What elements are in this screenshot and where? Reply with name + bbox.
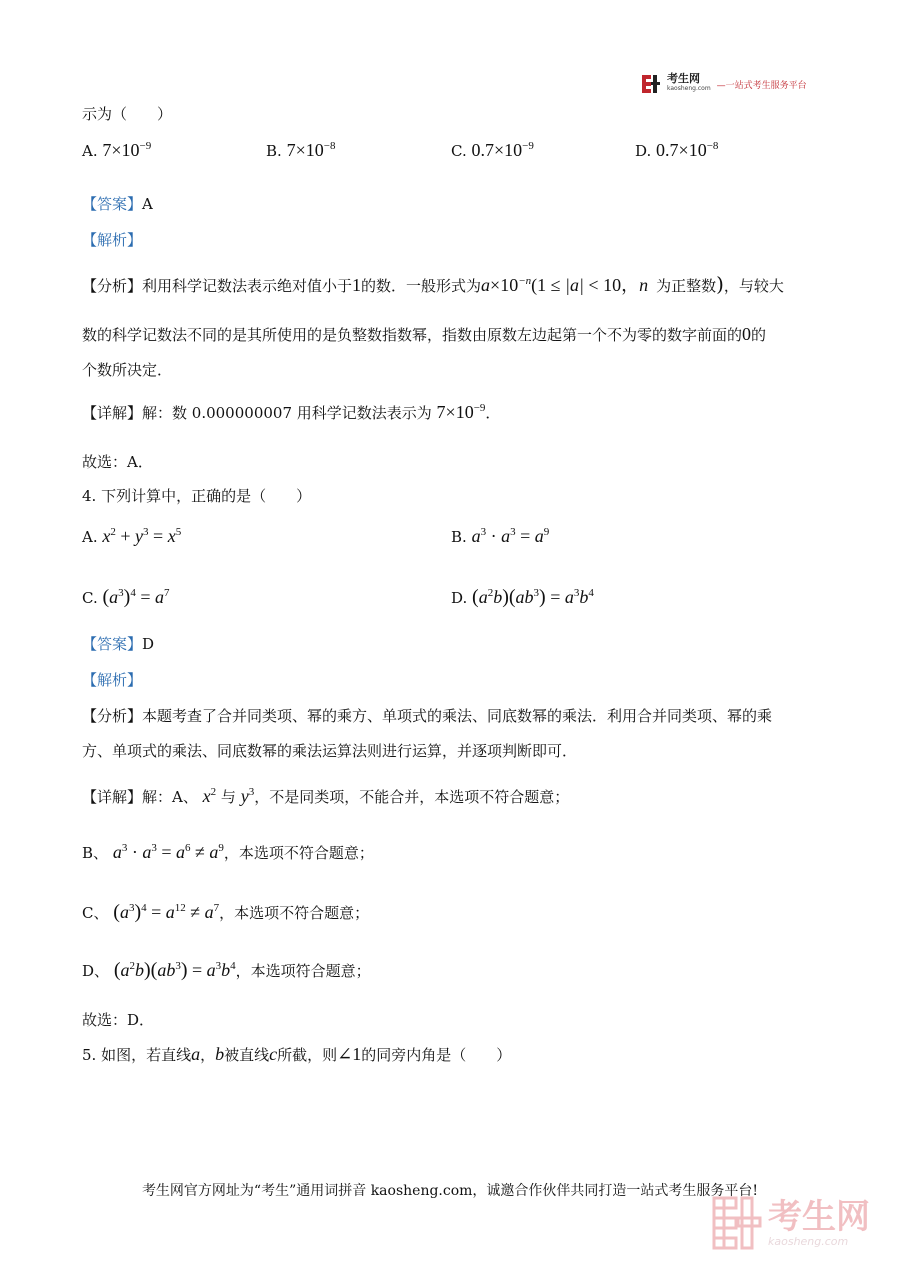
header-brand-url: kaosheng.com [667, 85, 711, 92]
q3-detail: 【详解】解：数 0.000000007 用科学记数法表示为 $7\times 10^{-9}$． [82, 402, 501, 422]
header-slogan: —一站式考生服务平台 [716, 80, 807, 91]
q3-analysis-label: 【解析】 [82, 231, 143, 249]
header-brand [641, 72, 807, 96]
header-brand-name: 考生网 [667, 72, 700, 85]
q3-choose: 故选：A． [82, 453, 153, 471]
q3-fenxi-line3: 个数所决定． [82, 361, 173, 379]
q4-option-d: D. $(a^2b)(ab^3) = a^3b^4$ [451, 586, 594, 608]
watermark [712, 1196, 870, 1250]
q4-analysis-label: 【解析】 [82, 671, 143, 689]
q3-option-b: B. $7\times 10^{-8}$ [266, 140, 336, 160]
watermark-logo-icon [712, 1196, 762, 1250]
q4-choose: 故选：D． [82, 1011, 155, 1029]
q4-answer: 【答案】D [82, 635, 155, 653]
q4-option-b: B. $a^3 \cdot a^3 = a^9$ [451, 526, 550, 546]
q4-detail-a: 【详解】解：A、 $x^2$ 与 $y^3$，不是同类项，不能合并，本选项不符合题意； [82, 786, 570, 806]
watermark-brand: 考生网 [768, 1196, 870, 1237]
q4-detail-b: B、 $a^3 \cdot a^3 = a^6 \ne a^9$，本选项不符合题意； [82, 842, 374, 862]
q3-option-a: A. $7\times 10^{-9}$ [82, 140, 152, 160]
kaosheng-logo-icon [641, 74, 661, 94]
q4-option-c: C. $(a^3)^4 = a^7$ [82, 586, 170, 608]
q3-fenxi-line2: 数的科学记数法不同的是其所使用的是负整数指数幂，指数由原数左边起第一个不为零的数字前面的0的 [82, 324, 767, 344]
page-footer: 考生网官方网址为“考生”通用词拼音 kaosheng.com，诚邀合作伙伴共同打造一站式考生服务平台! [141, 1183, 759, 1199]
q4-option-a: A. $x^2 + y^3 = x^5$ [82, 526, 182, 546]
q3-option-d: D. $0.7\times 10^{-8}$ [635, 140, 719, 160]
q4-fenxi-line1: 【分析】本题考查了合并同类项、幂的乘方、单项式的乘法、同底数幂的乘法．利用合并同类项、幂的乘 [82, 707, 773, 725]
q4-detail-c: C、 $(a^3)^4 = a^{12} \ne a^7$，本选项不符合题意； [82, 901, 370, 923]
q4-stem: 4. 下列计算中，正确的是（ ） [82, 487, 312, 505]
q3-option-c: C. $0.7\times 10^{-9}$ [451, 140, 534, 160]
q4-fenxi-line2: 方、单项式的乘法、同底数幂的乘法运算法则进行运算，并逐项判断即可． [82, 742, 578, 760]
q5-stem: 5. 如图，若直线a，b被直线c所截，则∠1的同旁内角是（ ） [82, 1044, 512, 1064]
q3-answer: 【答案】A [82, 195, 153, 213]
watermark-url: kaosheng.com [768, 1234, 849, 1248]
q3-stem-tail: 示为（ ） [82, 105, 173, 123]
q3-fenxi-line1: 【分析】利用科学记数法表示绝对值小于1的数．一般形式为$a\times 10^{-n}(1 \le |a| < 10$，n 为正整数)，与较大 [82, 272, 784, 296]
q4-detail-d: D、 $(a^2b)(ab^3) = a^3b^4$，本选项符合题意； [82, 959, 371, 981]
